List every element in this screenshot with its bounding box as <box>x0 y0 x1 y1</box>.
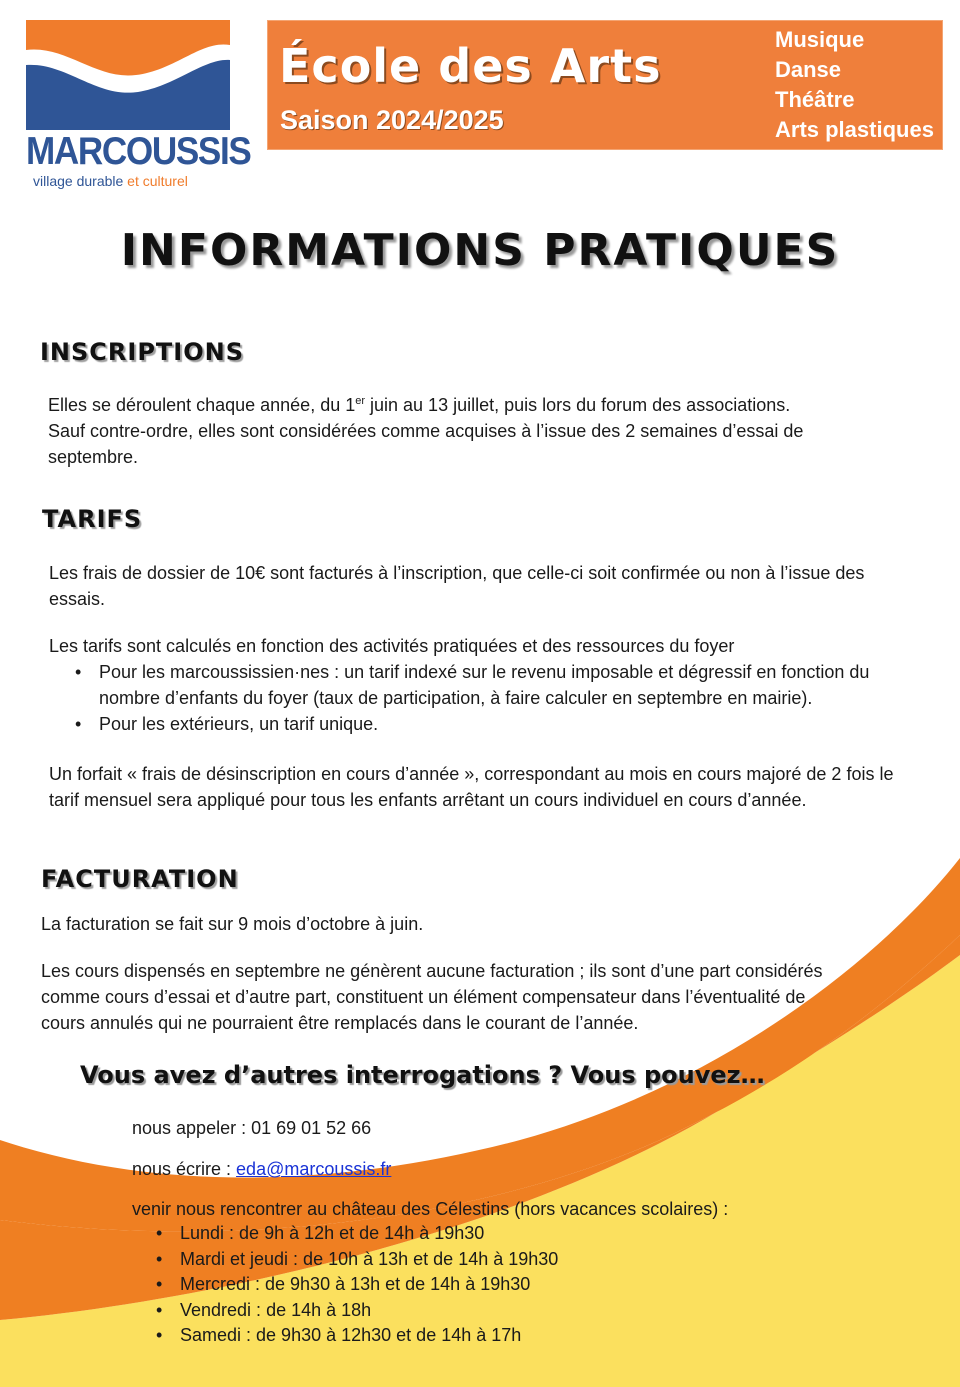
section-title-inscriptions: INSCRIPTIONS <box>40 338 244 366</box>
discipline-item: Arts plastiques <box>775 117 934 142</box>
opening-hours-list <box>132 1221 558 1349</box>
page-title: INFORMATIONS PRATIQUES <box>120 225 840 276</box>
section-title-tarifs: TARIFS <box>42 505 143 533</box>
discipline-list <box>775 25 934 145</box>
contact-email-line: nous écrire : eda@marcoussis.fr <box>132 1159 392 1179</box>
tarifs-paragraph-2: Les tarifs sont calculés en fonction des activités pratiquées et des ressources du foyer <box>49 636 735 656</box>
list-item: • Mardi et jeudi : de 10h à 13h et de 14h à 19h30 <box>132 1247 558 1273</box>
banner-title: École des Arts <box>279 39 662 93</box>
facturation-paragraph-2: Les cours dispensés en septembre ne génèrent aucune facturation ; ils sont d’une part considérés comme cours d’essai et d’autre part, constituent un élément compensateur dans l’éventualité de cours annulés qui ne pourraient être remplacés dans le courant de l’année. <box>41 961 823 1033</box>
list-item: • Mercredi : de 9h30 à 13h et de 14h à 19h30 <box>132 1272 558 1298</box>
discipline-item: Musique <box>775 27 865 52</box>
inscriptions-text: Elles se déroulent chaque année, du 1er juin au 13 juillet, puis lors du forum des associations. Sauf contre-ordre, elles sont considérées comme acquises à l’issue des 2 semaines d’essai de septembre. <box>48 395 804 467</box>
logo-wave-icon <box>26 20 230 130</box>
tarifs-paragraph-3: Un forfait « frais de désinscription en cours d’année », correspondant au mois en cours majoré de 2 fois le tarif mensuel sera appliqué pour tous les enfants arrêtant un cours individuel en cours d’année. <box>49 764 894 810</box>
list-item: • Vendredi : de 14h à 18h <box>132 1298 558 1324</box>
contact-visit: venir nous rencontrer au château des Célestins (hors vacances scolaires) : <box>132 1199 729 1219</box>
marcoussis-logo <box>26 20 251 190</box>
contact-phone: nous appeler : 01 69 01 52 66 <box>132 1118 372 1138</box>
tarifs-paragraph-1: Les frais de dossier de 10€ sont facturés à l’inscription, que celle-ci soit confirmée ou non à l’issue des essais. <box>49 563 865 609</box>
email-link[interactable]: eda@marcoussis.fr <box>236 1159 392 1179</box>
banner-season: Saison 2024/2025 <box>280 105 504 135</box>
facturation-paragraph-1: La facturation se fait sur 9 mois d’octobre à juin. <box>41 914 424 934</box>
discipline-item: Danse <box>775 57 842 82</box>
discipline-item: Théâtre <box>775 87 855 112</box>
section-title-facturation: FACTURATION <box>41 865 239 893</box>
list-item: • Pour les extérieurs, un tarif unique. <box>49 711 924 737</box>
list-item: • Lundi : de 9h à 12h et de 14h à 19h30 <box>132 1221 558 1247</box>
list-item: • Pour les marcoussissien·nes : un tarif indexé sur le revenu imposable et dégressif en fonction du nombre d’enfants du foyer (taux de participation, à faire calculer en septembre en mairie). <box>49 659 924 711</box>
header-banner <box>267 20 943 150</box>
list-item: • Samedi : de 9h30 à 12h30 et de 14h à 17h <box>132 1323 558 1349</box>
contact-question: Vous avez d’autres interrogations ? Vous pouvez… <box>80 1061 765 1089</box>
logo-tagline: village durable et culturel <box>33 173 188 189</box>
logo-name: MARCOUSSIS <box>26 130 251 173</box>
tarifs-bullet-list <box>49 659 924 737</box>
